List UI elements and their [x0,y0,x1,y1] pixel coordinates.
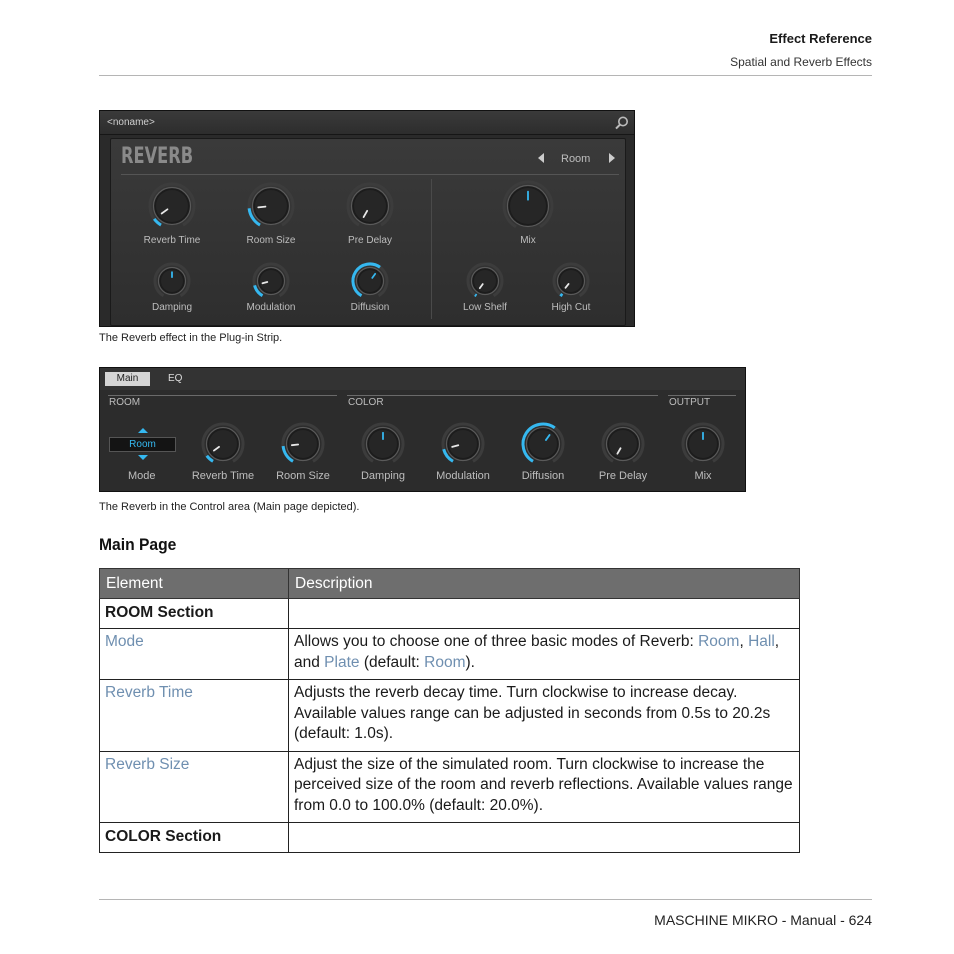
ctrl-knob-damping[interactable] [359,420,407,468]
strip-topbar [100,111,634,135]
link-room[interactable]: Room [698,633,740,650]
table-row [100,751,800,823]
ctrl-knob-label-room-size: Room Size [276,470,330,482]
table-row [100,823,800,853]
footer-page: MASCHINE MIKRO - Manual - 624 [654,912,872,928]
preset-name: <noname> [107,117,155,128]
title-divider [121,174,619,175]
ctrl-knob-mix[interactable] [679,420,727,468]
link-hall[interactable]: Hall [748,633,775,650]
knob-label-modulation: Modulation [246,302,296,313]
table-row [100,680,800,752]
empty-cell [289,823,800,853]
mode-selector-value[interactable]: Room [561,153,591,165]
ctrl-knob-reverb-time[interactable] [199,420,247,468]
header-description: Description [289,569,800,599]
section-label-output: OUTPUT [669,397,711,408]
ctrl-knob-label-mix: Mix [694,470,712,482]
table-header-row [100,569,800,599]
knob-label-mix: Mix [520,235,536,246]
knob-label-room-size: Room Size [246,235,296,246]
mode-description: Allows you to choose one of three basic modes of Reverb: Room, Hall, and Plate (default: Room). [289,629,800,680]
prev-arrow-icon[interactable] [538,153,546,163]
header-element: Element [100,569,289,599]
reverb-time-description: Adjusts the reverb decay time. Turn clockwise to increase decay. Available values range can be adjusted in seconds from 0.5s to 20.2s (default: 1.0s). [289,680,800,752]
mode-down-icon[interactable] [138,455,148,460]
table-row [100,599,800,629]
link-room-default[interactable]: Room [424,653,466,671]
header-rule [99,75,872,76]
section-label-room: ROOM [109,397,141,408]
knob-low-shelf[interactable] [464,260,506,302]
knob-label-low-shelf: Low Shelf [463,302,507,313]
ctrl-knob-pre-delay[interactable] [599,420,647,468]
section-heading: Main Page [99,535,177,554]
tab-main[interactable]: Main [105,372,150,386]
effect-title: REVERB [121,144,194,169]
tab-eq[interactable]: EQ [168,373,183,384]
knob-label-pre-delay: Pre Delay [348,235,392,246]
ctrl-knob-label-diffusion: Diffusion [521,470,565,482]
room-section-cell: ROOM Section [100,599,289,629]
mode-link[interactable]: Mode [100,629,289,680]
knob-reverb-time[interactable] [146,180,198,232]
link-plate[interactable]: Plate [324,653,360,671]
knob-high-cut[interactable] [550,260,592,302]
room-section-line [108,395,337,396]
output-section-line [668,395,736,396]
table-row [100,629,800,680]
footer-rule [99,899,872,900]
header-subtitle: Spatial and Reverb Effects [730,55,872,69]
header-title: Effect Reference [769,31,872,46]
next-arrow-icon[interactable] [608,153,616,163]
knob-modulation[interactable] [250,260,292,302]
section-divider [431,179,432,319]
section-label-color: COLOR [348,397,384,408]
knob-pre-delay[interactable] [344,180,396,232]
mode-label: Mode [128,470,156,482]
ctrl-knob-modulation[interactable] [439,420,487,468]
knob-mix[interactable] [500,178,556,234]
knob-label-damping: Damping [151,302,193,313]
control-caption: The Reverb in the Control area (Main page depicted). [99,501,360,513]
ctrl-knob-label-pre-delay: Pre Delay [598,470,648,482]
knob-damping[interactable] [151,260,193,302]
color-section-cell: COLOR Section [100,823,289,853]
ctrl-knob-diffusion[interactable] [519,420,567,468]
empty-cell [289,599,800,629]
ctrl-knob-label-modulation: Modulation [436,470,490,482]
plugin-strip-screenshot [99,110,635,327]
ctrl-knob-label-damping: Damping [360,470,406,482]
tab-bar [100,368,745,390]
knob-label-reverb-time: Reverb Time [143,235,201,246]
parameter-table [99,568,800,853]
knob-label-high-cut: High Cut [551,302,591,313]
control-area-screenshot [99,367,746,492]
knob-label-diffusion: Diffusion [350,302,390,313]
color-section-line [347,395,658,396]
mode-selector[interactable]: Room [109,437,176,452]
knob-room-size[interactable] [245,180,297,232]
reverb-time-link[interactable]: Reverb Time [100,680,289,752]
ctrl-knob-room-size[interactable] [279,420,327,468]
reverb-size-description: Adjust the size of the simulated room. Turn clockwise to increase the perceived size of the room and reverb reflections. Available values range from 0.0 to 100.0% (default: 20.0%). [289,751,800,823]
ctrl-knob-label-reverb-time: Reverb Time [191,470,255,482]
search-icon[interactable] [614,115,630,131]
strip-caption: The Reverb effect in the Plug-in Strip. [99,332,283,344]
knob-diffusion[interactable] [349,260,391,302]
reverb-size-link[interactable]: Reverb Size [100,751,289,823]
mode-up-icon[interactable] [138,428,148,433]
